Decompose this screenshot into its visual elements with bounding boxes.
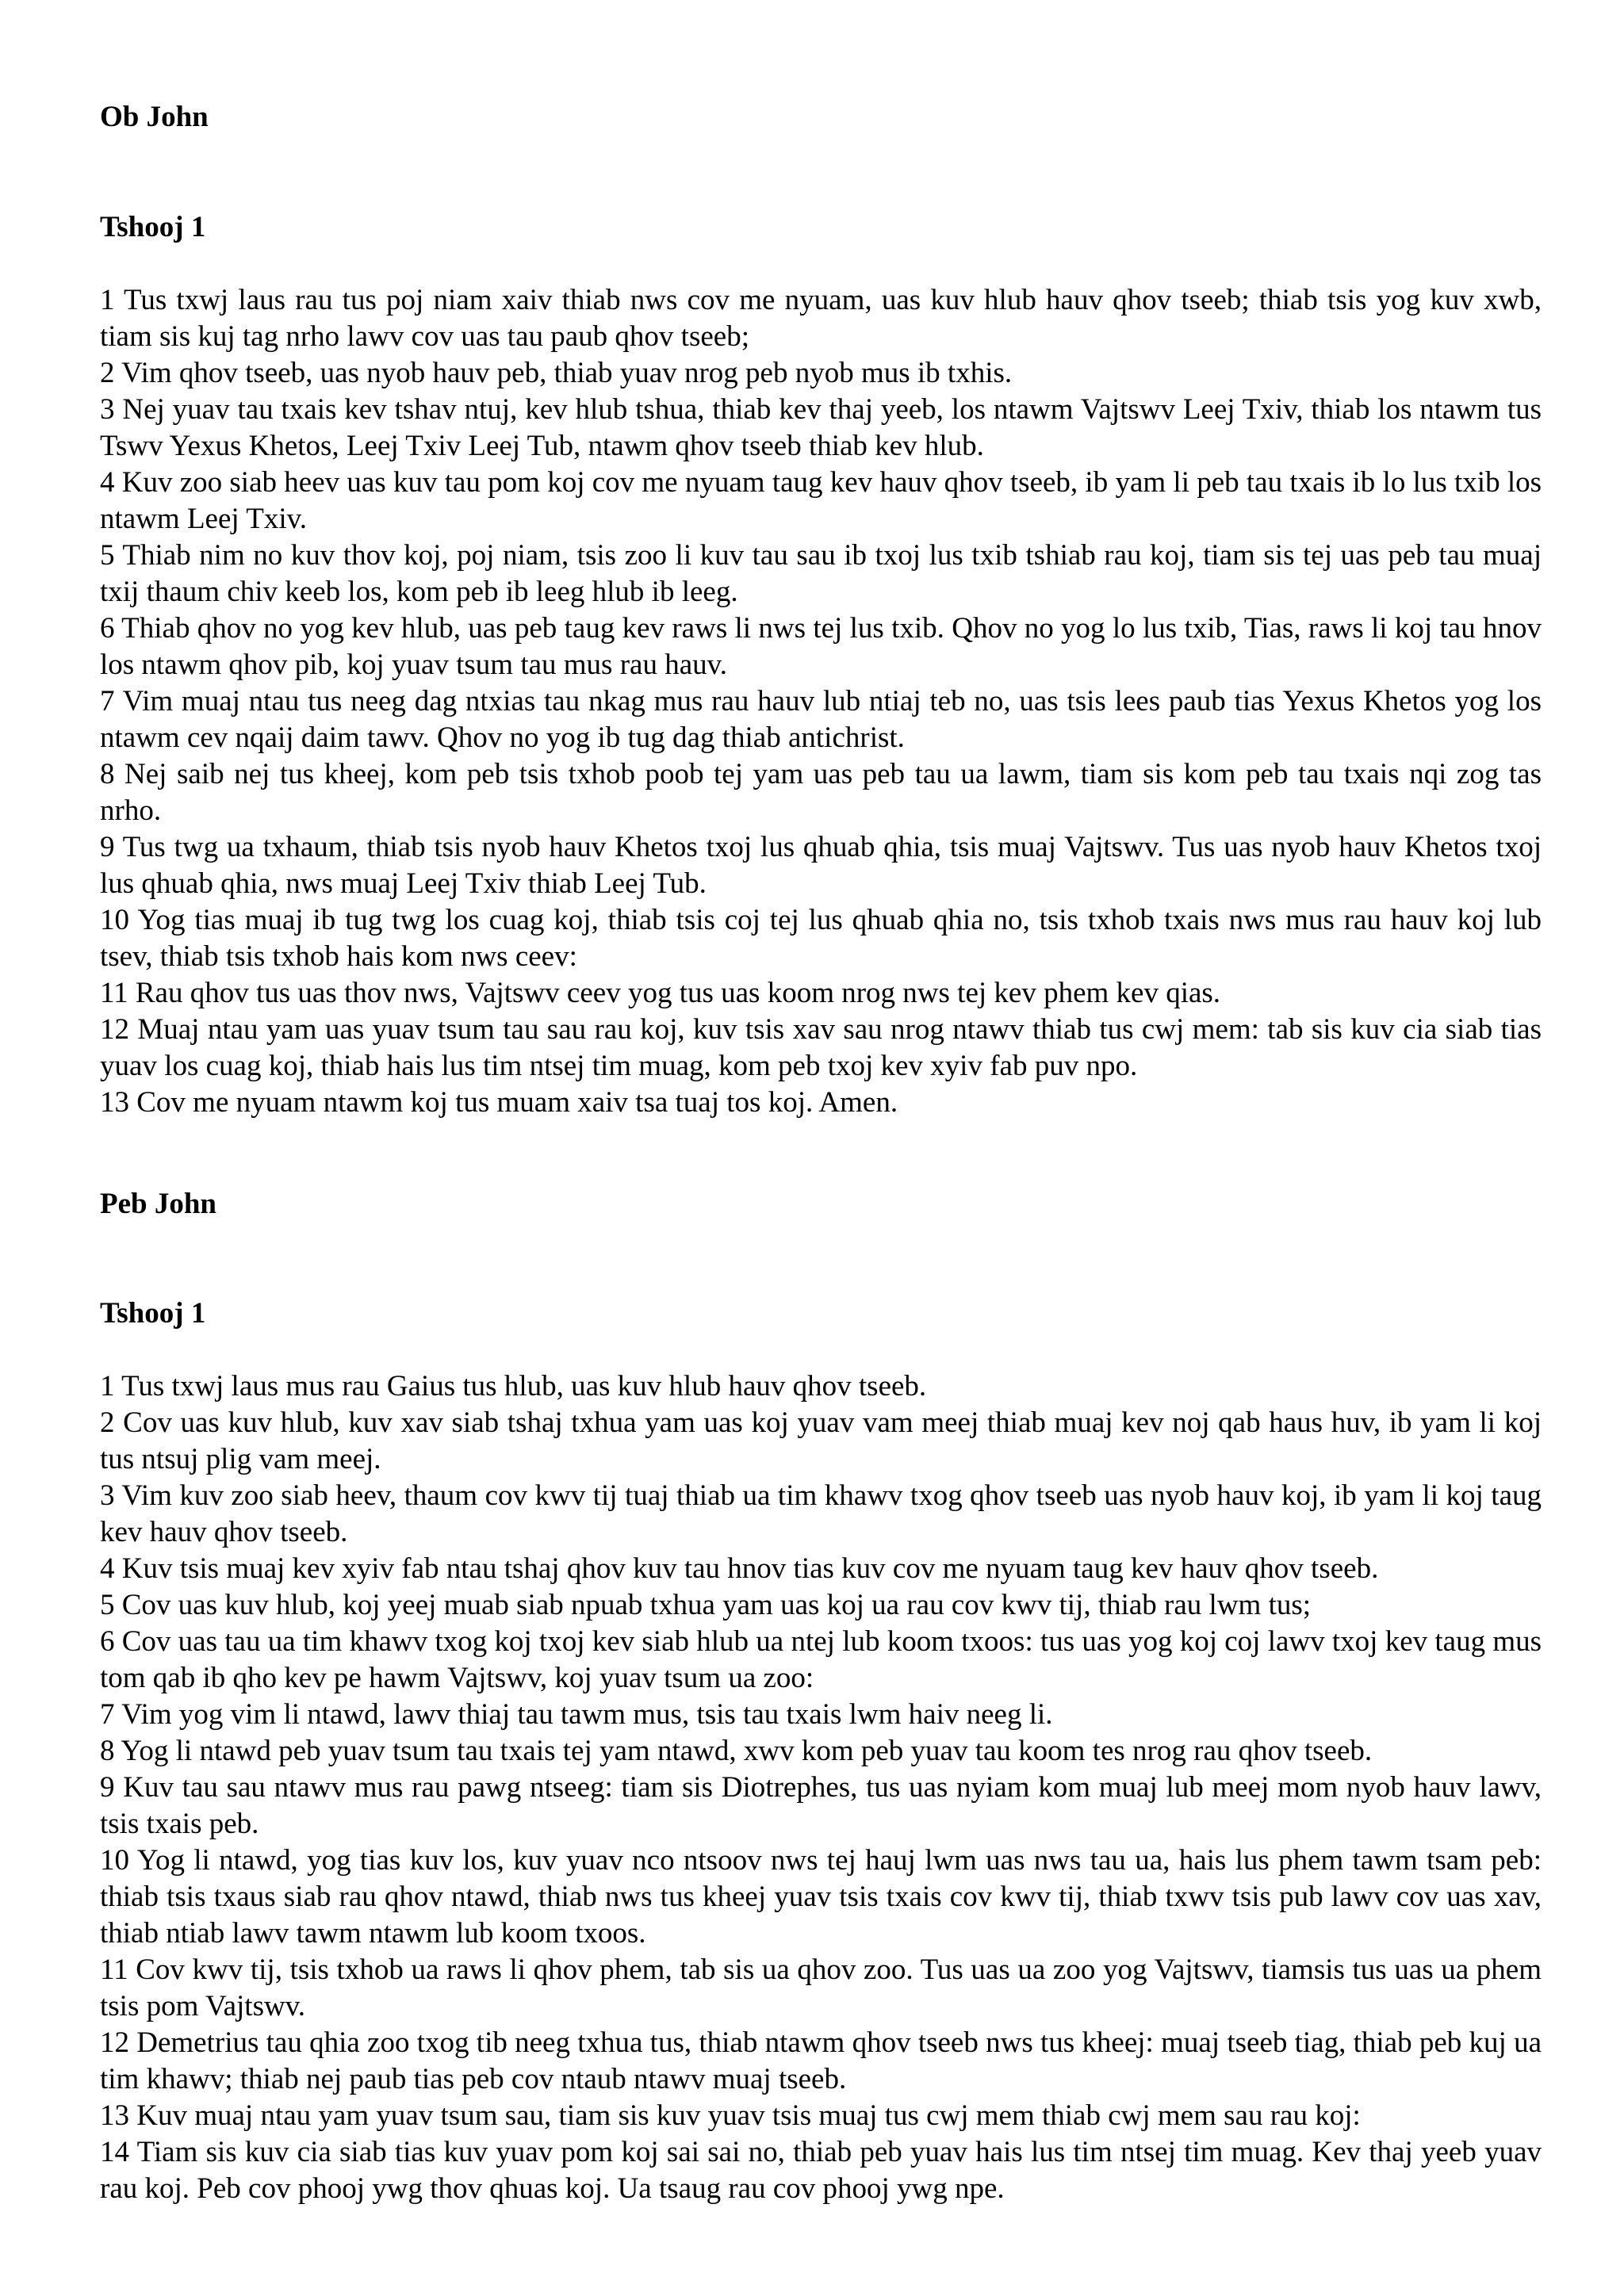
verse: 10 Yog tias muaj ib tug twg los cuag koj, thiab tsis coj tej lus qhuab qhia no, tsis txhob txais nws mus rau hauv koj lub tsev, thiab tsis txhob hais kom nws ceev:	[100, 904, 1542, 973]
verse: 3 Nej yuav tau txais kev tshav ntuj, kev hlub tshua, thiab kev thaj yeeb, los ntawm Vajtswv Leej Txiv, thiab los ntawm tus Tswv Yexus Khetos, Leej Txiv Leej Tub, ntawm qhov tseeb thiab kev hlub.	[100, 393, 1542, 462]
verse: 7 Vim muaj ntau tus neeg dag ntxias tau nkag mus rau hauv lub ntiaj teb no, uas tsis lees paub tias Yexus Khetos yog los ntawm cev nqaij daim tawv. Qhov no yog ib tug dag thiab antichrist.	[100, 685, 1542, 754]
verse: 2 Cov uas kuv hlub, kuv xav siab tshaj txhua yam uas koj yuav vam meej thiab muaj kev noj qab haus huv, ib yam li koj tus ntsuj plig vam meej.	[100, 1406, 1542, 1475]
book-title: Peb John	[100, 1188, 217, 1220]
verse: 12 Muaj ntau yam uas yuav tsum tau sau rau koj, kuv tsis xav sau nrog ntawv thiab tus cwj mem: tab sis kuv cia siab tias yuav los cuag koj, thiab hais lus tim ntsej tim muag, kom peb txoj kev xyiv fab puv npo.	[100, 1013, 1542, 1082]
verse: 1 Tus txwj laus mus rau Gaius tus hlub, uas kuv hlub hauv qhov tseeb.	[100, 1370, 927, 1402]
book-title: Ob John	[100, 101, 209, 133]
chapter-title: Tshooj 1	[100, 211, 206, 243]
verse: 11 Cov kwv tij, tsis txhob ua raws li qhov phem, tab sis ua qhov zoo. Tus uas ua zoo yog Vajtswv, tiamsis tus uas ua phem tsis pom Vajtswv.	[100, 1954, 1542, 2022]
verse: 5 Cov uas kuv hlub, koj yeej muab siab npuab txhua yam uas koj ua rau cov kwv tij, thiab rau lwm tus;	[100, 1589, 1312, 1621]
verse: 4 Kuv tsis muaj kev xyiv fab ntau tshaj qhov kuv tau hnov tias kuv cov me nyuam taug kev hauv qhov tseeb.	[100, 1552, 1379, 1585]
verse: 4 Kuv zoo siab heev uas kuv tau pom koj cov me nyuam taug kev hauv qhov tseeb, ib yam li peb tau txais ib lo lus txib los ntawm Leej Txiv.	[100, 466, 1542, 535]
verse-list	[100, 1368, 1542, 2207]
verse: 7 Vim yog vim li ntawd, lawv thiaj tau tawm mus, tsis tau txais lwm haiv neeg li.	[100, 1698, 1053, 1731]
verse: 6 Thiab qhov no yog kev hlub, uas peb taug kev raws li nws tej lus txib. Qhov no yog lo lus txib, Tias, raws li koj tau hnov los ntawm qhov pib, koj yuav tsum tau mus rau hauv.	[100, 612, 1542, 681]
verse: 13 Kuv muaj ntau yam yuav tsum sau, tiam sis kuv yuav tsis muaj tus cwj mem thiab cwj mem sau rau koj:	[100, 2099, 1361, 2132]
verse: 1 Tus txwj laus rau tus poj niam xaiv thiab nws cov me nyuam, uas kuv hlub hauv qhov tseeb; thiab tsis yog kuv xwb, tiam sis kuj tag nrho lawv cov uas tau paub qhov tseeb;	[100, 284, 1542, 353]
verse: 9 Tus twg ua txhaum, thiab tsis nyob hauv Khetos txoj lus qhuab qhia, tsis muaj Vajtswv. Tus uas nyob hauv Khetos txoj lus qhuab qhia, nws muaj Leej Txiv thiab Leej Tub.	[100, 831, 1542, 900]
verse: 9 Kuv tau sau ntawv mus rau pawg ntseeg: tiam sis Diotrephes, tus uas nyiam kom muaj lub meej mom nyob hauv lawv, tsis txais peb.	[100, 1771, 1542, 1840]
verse: 8 Nej saib nej tus kheej, kom peb tsis txhob poob tej yam uas peb tau ua lawm, tiam sis kom peb tau txais nqi zog tas nrho.	[100, 758, 1542, 827]
verse: 10 Yog li ntawd, yog tias kuv los, kuv yuav nco ntsoov nws tej hauj lwm uas nws tau ua, hais lus phem tawm tsam peb: thiab tsis txaus siab rau qhov ntawd, thiab nws tus kheej yuav tsis txais cov kwv tij, thiab txwv tsis pub lawv cov uas xav, thiab ntiab lawv tawm ntawm lub koom txoos.	[100, 1844, 1542, 1950]
chapter-title: Tshooj 1	[100, 1297, 206, 1330]
verse: 12 Demetrius tau qhia zoo txog tib neeg txhua tus, thiab ntawm qhov tseeb nws tus kheej: muaj tseeb tiag, thiab peb kuj ua tim khawv; thiab nej paub tias peb cov ntaub ntawv muaj tseeb.	[100, 2026, 1542, 2095]
verse: 6 Cov uas tau ua tim khawv txog koj txoj kev siab hlub ua ntej lub koom txoos: tus uas yog koj coj lawv txoj kev taug mus tom qab ib qho kev pe hawm Vajtswv, koj yuav tsum ua zoo:	[100, 1625, 1542, 1694]
verse: 11 Rau qhov tus uas thov nws, Vajtswv ceev yog tus uas koom nrog nws tej kev phem kev qias.	[100, 977, 1221, 1009]
verse: 2 Vim qhov tseeb, uas nyob hauv peb, thiab yuav nrog peb nyob mus ib txhis.	[100, 357, 1013, 389]
verse: 5 Thiab nim no kuv thov koj, poj niam, tsis zoo li kuv tau sau ib txoj lus txib tshiab rau koj, tiam sis tej uas peb tau muaj txij thaum chiv keeb los, kom peb ib leeg hlub ib leeg.	[100, 539, 1542, 608]
verse: 13 Cov me nyuam ntawm koj tus muam xaiv tsa tuaj tos koj. Amen.	[100, 1086, 898, 1119]
verse: 14 Tiam sis kuv cia siab tias kuv yuav pom koj sai sai no, thiab peb yuav hais lus tim ntsej tim muag. Kev thaj yeeb yuav rau koj. Peb cov phooj ywg thov qhuas koj. Ua tsaug rau cov phooj ywg npe.	[100, 2136, 1542, 2205]
verse-list	[100, 282, 1542, 1121]
verse: 3 Vim kuv zoo siab heev, thaum cov kwv tij tuaj thiab ua tim khawv txog qhov tseeb uas nyob hauv koj, ib yam li koj taug kev hauv qhov tseeb.	[100, 1479, 1542, 1548]
verse: 8 Yog li ntawd peb yuav tsum tau txais tej yam ntawd, xwv kom peb yuav tau koom tes nrog rau qhov tseeb.	[100, 1735, 1373, 1767]
